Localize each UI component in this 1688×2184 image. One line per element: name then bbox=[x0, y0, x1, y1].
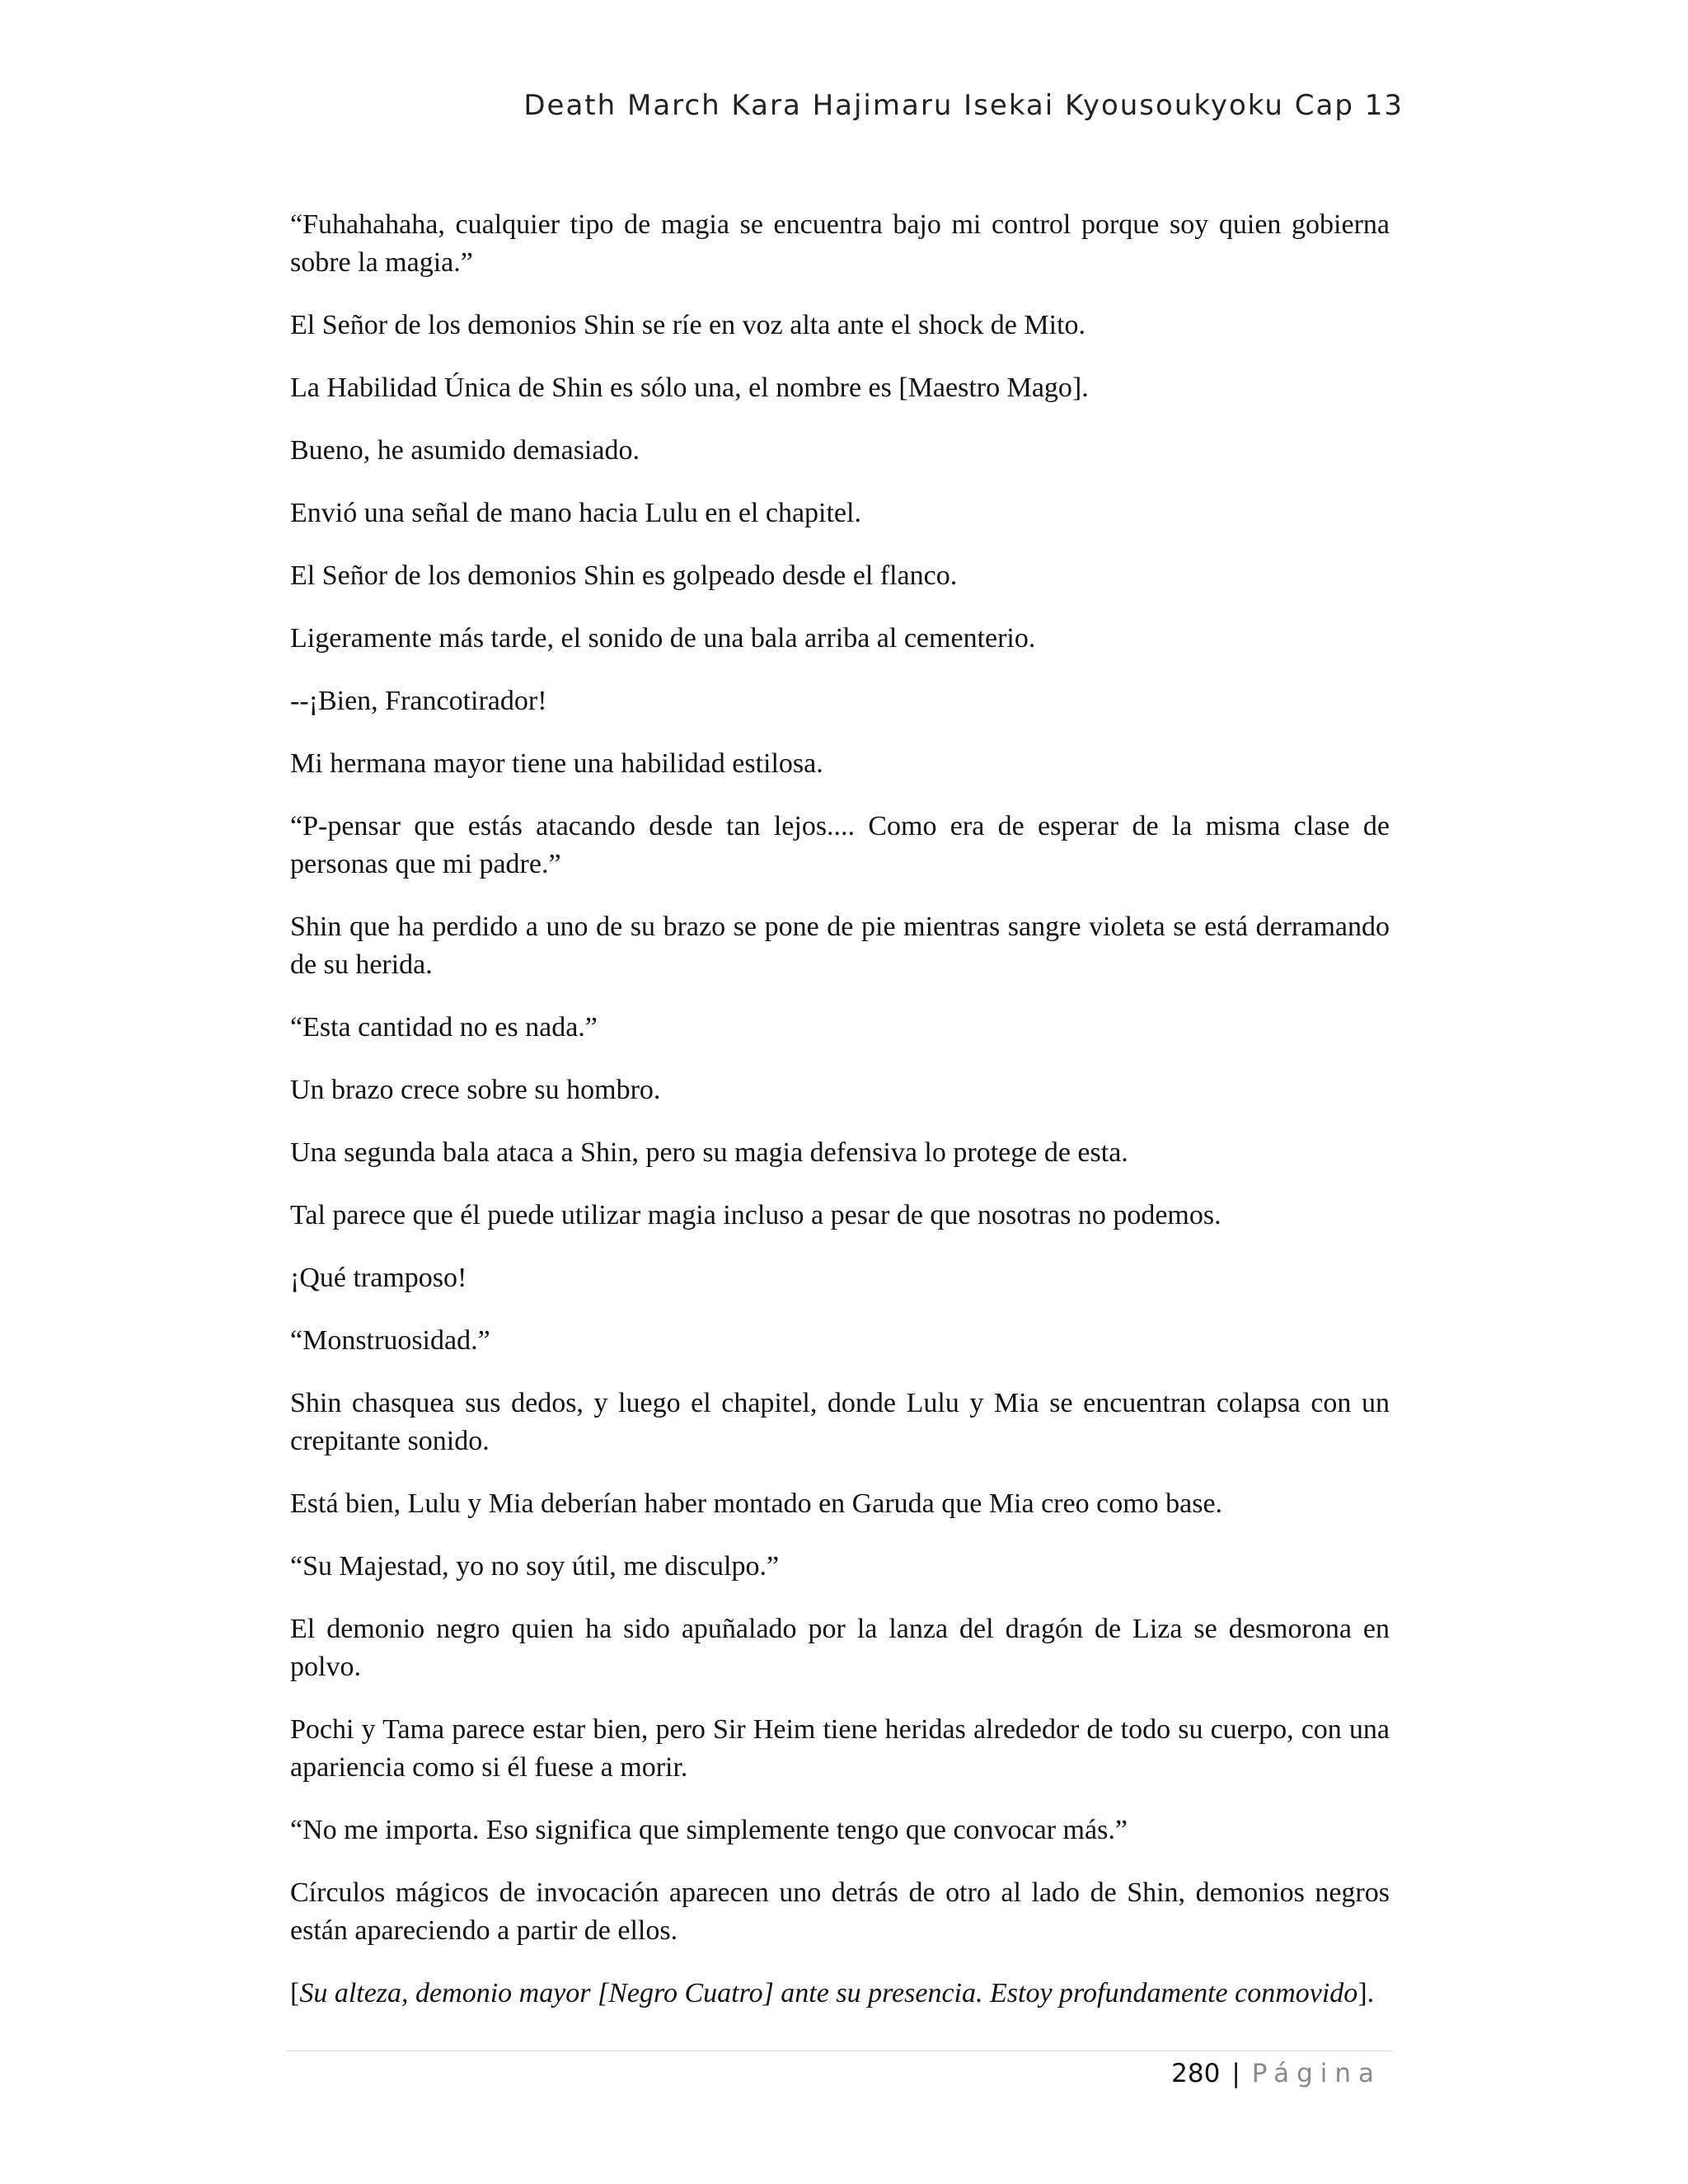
paragraph: “Su Majestad, yo no soy útil, me disculpo.” bbox=[290, 1551, 780, 1582]
paragraph: “Esta cantidad no es nada.” bbox=[290, 1012, 598, 1043]
paragraph: “P-pensar que estás atacando desde tan lejos.... Como era de esperar de la misma clase de personas que mi padre.” bbox=[290, 811, 1390, 879]
paragraph: Shin chasquea sus dedos, y luego el chapitel, donde Lulu y Mia se encuentran colapsa con un crepitante sonido. bbox=[290, 1388, 1390, 1456]
paragraph: La Habilidad Única de Shin es sólo una, el nombre es [Maestro Mago]. bbox=[290, 373, 1089, 403]
paragraph: --¡Bien, Francotirador! bbox=[290, 686, 547, 716]
paragraph: Está bien, Lulu y Mia deberían haber montado en Garuda que Mia creo como base. bbox=[290, 1488, 1223, 1519]
paragraph: “No me importa. Eso significa que simplemente tengo que convocar más.” bbox=[290, 1815, 1128, 1845]
paragraph: Círculos mágicos de invocación aparecen uno detrás de otro al lado de Shin, demonios negros están apareciendo a partir de ellos. bbox=[290, 1877, 1390, 1946]
paragraph: “Monstruosidad.” bbox=[290, 1325, 490, 1356]
paragraph: El Señor de los demonios Shin se ríe en voz alta ante el shock de Mito. bbox=[290, 310, 1086, 340]
page-footer bbox=[1171, 2059, 1381, 2088]
running-header: Death March Kara Hajimaru Isekai Kyousoukyoku Cap 13 bbox=[523, 89, 1404, 122]
paragraph: Un brazo crece sobre su hombro. bbox=[290, 1075, 661, 1105]
paragraph: Ligeramente más tarde, el sonido de una bala arriba al cementerio. bbox=[290, 623, 1036, 654]
paragraph-last bbox=[290, 1975, 1390, 2013]
page-number: 280 bbox=[1171, 2059, 1221, 2088]
paragraph: El demonio negro quien ha sido apuñalado por la lanza del dragón de Liza se desmorona en polvo. bbox=[290, 1614, 1390, 1682]
paragraph: Bueno, he asumido demasiado. bbox=[290, 435, 640, 466]
paragraph: Pochi y Tama parece estar bien, pero Sir Heim tiene heridas alrededor de todo su cuerpo, con una apariencia como si él fuese a morir. bbox=[290, 1714, 1390, 1783]
paragraph: El Señor de los demonios Shin es golpeado desde el flanco. bbox=[290, 560, 958, 591]
paragraph: “Fuhahahaha, cualquier tipo de magia se encuentra bajo mi control porque soy quien gobierna sobre la magia.” bbox=[290, 209, 1390, 278]
paragraph: Shin que ha perdido a uno de su brazo se pone de pie mientras sangre violeta se está derramando de su herida. bbox=[290, 912, 1390, 980]
footer-separator: | bbox=[1231, 2059, 1240, 2088]
paragraph: Envió una señal de mano hacia Lulu en el chapitel. bbox=[290, 498, 861, 528]
italic-quote: Su alteza, demonio mayor [Negro Cuatro] ante su presencia. Estoy profundamente conmovido bbox=[299, 1978, 1358, 2008]
paragraph: Una segunda bala ataca a Shin, pero su magia defensiva lo protege de esta. bbox=[290, 1137, 1128, 1168]
bracket-open: [ bbox=[290, 1978, 300, 2008]
paragraph: Tal parece que él puede utilizar magia incluso a pesar de que nosotras no podemos. bbox=[290, 1200, 1221, 1230]
bracket-close: ]. bbox=[1357, 1978, 1375, 2008]
footer-divider bbox=[286, 2050, 1392, 2051]
paragraph: Mi hermana mayor tiene una habilidad estilosa. bbox=[290, 748, 823, 779]
page-label: Página bbox=[1251, 2059, 1381, 2088]
body-text bbox=[290, 206, 1390, 2037]
paragraph: ¡Qué tramposo! bbox=[290, 1263, 467, 1293]
